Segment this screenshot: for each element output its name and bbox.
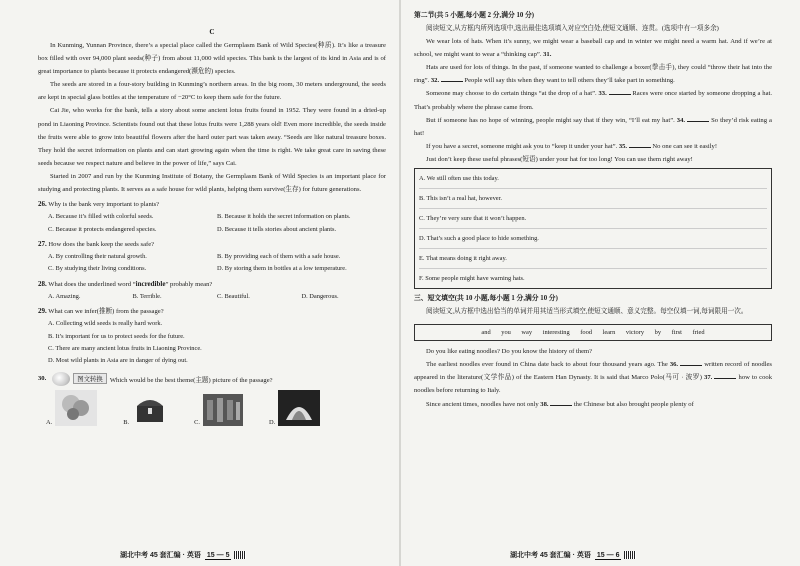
picture-option-c[interactable]: C. xyxy=(194,394,243,426)
q29-options xyxy=(48,318,386,368)
paragraph: We wear lots of hats. When it’s sunny, we might wear a baseball cap and in winter we might need a warm hat. And if we’re at school, we might want to wear a “thinking cap”. 31. xyxy=(414,38,772,59)
option: A. Because it’s filled with colorful seeds. xyxy=(48,213,154,221)
q26-options xyxy=(48,211,386,236)
paragraph: Someone may choose to do certain things “at the drop of a hat”. 33. Races were once started by someone dropping a hat. That’s probably where the phrase came from. xyxy=(414,90,772,111)
paragraph: The earliest noodles ever found in China date back to about four thousand years ago. The 36. written record of noodles appeared in the literature(文学作品) of the Eastern Han Dynasty. It is said that Marco Polo(马可 · 波罗) 37. how to cook noodles before returning to Italy. xyxy=(414,361,772,395)
question-30: 30. 图文转换 Which would be the best theme(主题) picture of the passage? xyxy=(38,372,386,386)
treasure-box-image-icon xyxy=(132,394,168,426)
paragraph: Since ancient times, noodles have not only 38. the Chinese but also brought people plenty of xyxy=(426,400,694,408)
q27-options xyxy=(48,251,386,276)
qr-icon xyxy=(234,551,246,559)
option: D. By storing them in bottles at a low temperature. xyxy=(217,265,347,273)
right-page xyxy=(400,0,800,566)
box-option: B. This isn’t a real hat, however. xyxy=(419,188,767,208)
box-option: E. That means doing it right away. xyxy=(419,248,767,268)
option: D. Most wild plants in Asia are in danger of dying out. xyxy=(48,357,188,365)
section-3-title: 三、短文填空(共 10 小题,每小题 1 分,满分 10 分) xyxy=(414,295,558,303)
option: A. By controlling their natural growth. xyxy=(48,252,147,260)
lotus-image-icon xyxy=(278,390,320,426)
option: A. Amazing. xyxy=(48,292,81,300)
box-option: A. We still often use this today. xyxy=(419,175,499,183)
picture-option-a[interactable]: A. xyxy=(46,390,97,426)
passage-heading: C xyxy=(209,28,215,36)
page-footer: 湖北中考 45 套汇编 · 英语 15 — 6 xyxy=(510,550,636,560)
paragraph: But if someone has no hope of winning, people might say that if they win, “I’ll eat my hat”. 34. So they’d risk eating a hat! xyxy=(414,116,772,137)
flower-image-icon xyxy=(55,390,97,426)
instructions: 阅读短文,从方框中选出恰当的单词并用其适当形式填空,使短文通顺、意义完整。每空仅填一词,每词限用一次。 xyxy=(426,308,748,316)
paragraph: Hats are used for lots of things. In the past, if someone wanted to challenge a boxer(拳击手), they could “throw their hat into the ring”. 32. People will say this when they want to tell others they’ll take part in something. xyxy=(414,64,772,85)
page-footer: 湖北中考 45 套汇编 · 英语 15 — 5 xyxy=(120,550,246,560)
question-26: 26. Why is the bank very important to plants? xyxy=(38,200,160,209)
option: B. By providing each of them with a safe house. xyxy=(217,252,341,260)
word-bank: and you way interesting food learn victory by first fried xyxy=(414,324,772,341)
box-option: F. Some people might have warning hats. xyxy=(419,268,767,288)
instructions: 阅读短文,从方框内所列选项中,选出最佳选项填入对应空白处,使短文通顺、连贯。(选项中有一项多余) xyxy=(426,25,719,32)
option: B. Terrible. xyxy=(132,292,162,300)
decorative-ball-icon xyxy=(52,372,70,386)
option: A. Collecting wild seeds is really hard work. xyxy=(48,320,163,328)
box-option: C. They’re very sure that it won’t happen. xyxy=(419,208,767,228)
q28-options xyxy=(48,291,386,303)
paragraph: Cai Jie, who works for the bank, tells a story about some ancient lotus fruits found in 1952. They were found in a dried-up pond in Liaoning Province. Scientists found out that these lotus fruits were 1,288 years old! Even more incredible, the seeds inside the fruits were able to grow into beautiful flowers after the hard outer part was taken away. “Seeds are like natural treasure boxes. They hold the secret information on plants and can start growing again when the time is right. We take great care in saving these seeds because we respect nature and believe in the power of life,” says Cai. xyxy=(38,107,386,167)
option: C. There are many ancient lotus fruits in Liaoning Province. xyxy=(48,344,202,352)
q30-pictures xyxy=(46,390,386,426)
box-option: D. That’s such a good place to hide something. xyxy=(419,228,767,248)
option: C. By studying their living conditions. xyxy=(48,265,147,273)
question-29: 29. What can we infer(推断) from the passage? xyxy=(38,307,164,316)
paragraph: Just don’t keep these useful phrases(短语) under your hat for too long! You can use them right away! xyxy=(426,155,693,163)
question-28: 28. What does the underlined word “incredible” probably mean? xyxy=(38,279,213,288)
paragraph: The seeds are stored in a four-story building in Kunming’s northern areas. In the big room, 30 meters underground, the seeds are kept in special glass bottles at the temperature of −20°C to keep them safe for the future. xyxy=(38,81,386,102)
paragraph: If you have a secret, someone might ask you to “keep it under your hat”. 35. No one can see it easily! xyxy=(426,142,718,150)
option: B. It’s important for us to protect seeds for the future. xyxy=(48,332,185,340)
option: D. Dangerous. xyxy=(301,292,339,300)
question-27: 27. How does the bank keep the seeds safe? xyxy=(38,239,155,248)
paragraph: Started in 2007 and run by the Kunming Institute of Botany, the Germplasm Bank of Wild Species is an important place for studying and protecting plants. It serves as a safe house for wild plants, helping them survive(生存) for future generations. xyxy=(38,172,386,194)
option: C. Beautiful. xyxy=(217,292,250,300)
paragraph: Do you like eating noodles? Do you know the history of them? xyxy=(426,348,593,356)
picture-option-d[interactable]: D. xyxy=(269,390,320,426)
option: B. Because it holds the secret information on plants. xyxy=(217,213,351,221)
option-box xyxy=(414,168,772,289)
section-badge: 图文转换 xyxy=(73,373,107,384)
option: C. Because it protects endangered species. xyxy=(48,225,157,233)
qr-icon xyxy=(624,551,636,559)
picture-option-b[interactable]: B. xyxy=(123,394,168,426)
option: D. Because it tells stories about ancient plants. xyxy=(217,225,337,233)
building-image-icon xyxy=(203,394,243,426)
section-2-title: 第二节(共 5 小题,每小题 2 分,满分 10 分) xyxy=(414,12,535,19)
paragraph: In Kunming, Yunnan Province, there’s a special place called the Germplasm Bank of Wild Species(种质). It’s like a treasure box filled with over 94,000 plant seeds(种子) from about 11,000 wild species. This bank is the largest of its kind in Asia and is of great importance to plants because it protects endangered(濒危的) species. xyxy=(38,42,386,76)
